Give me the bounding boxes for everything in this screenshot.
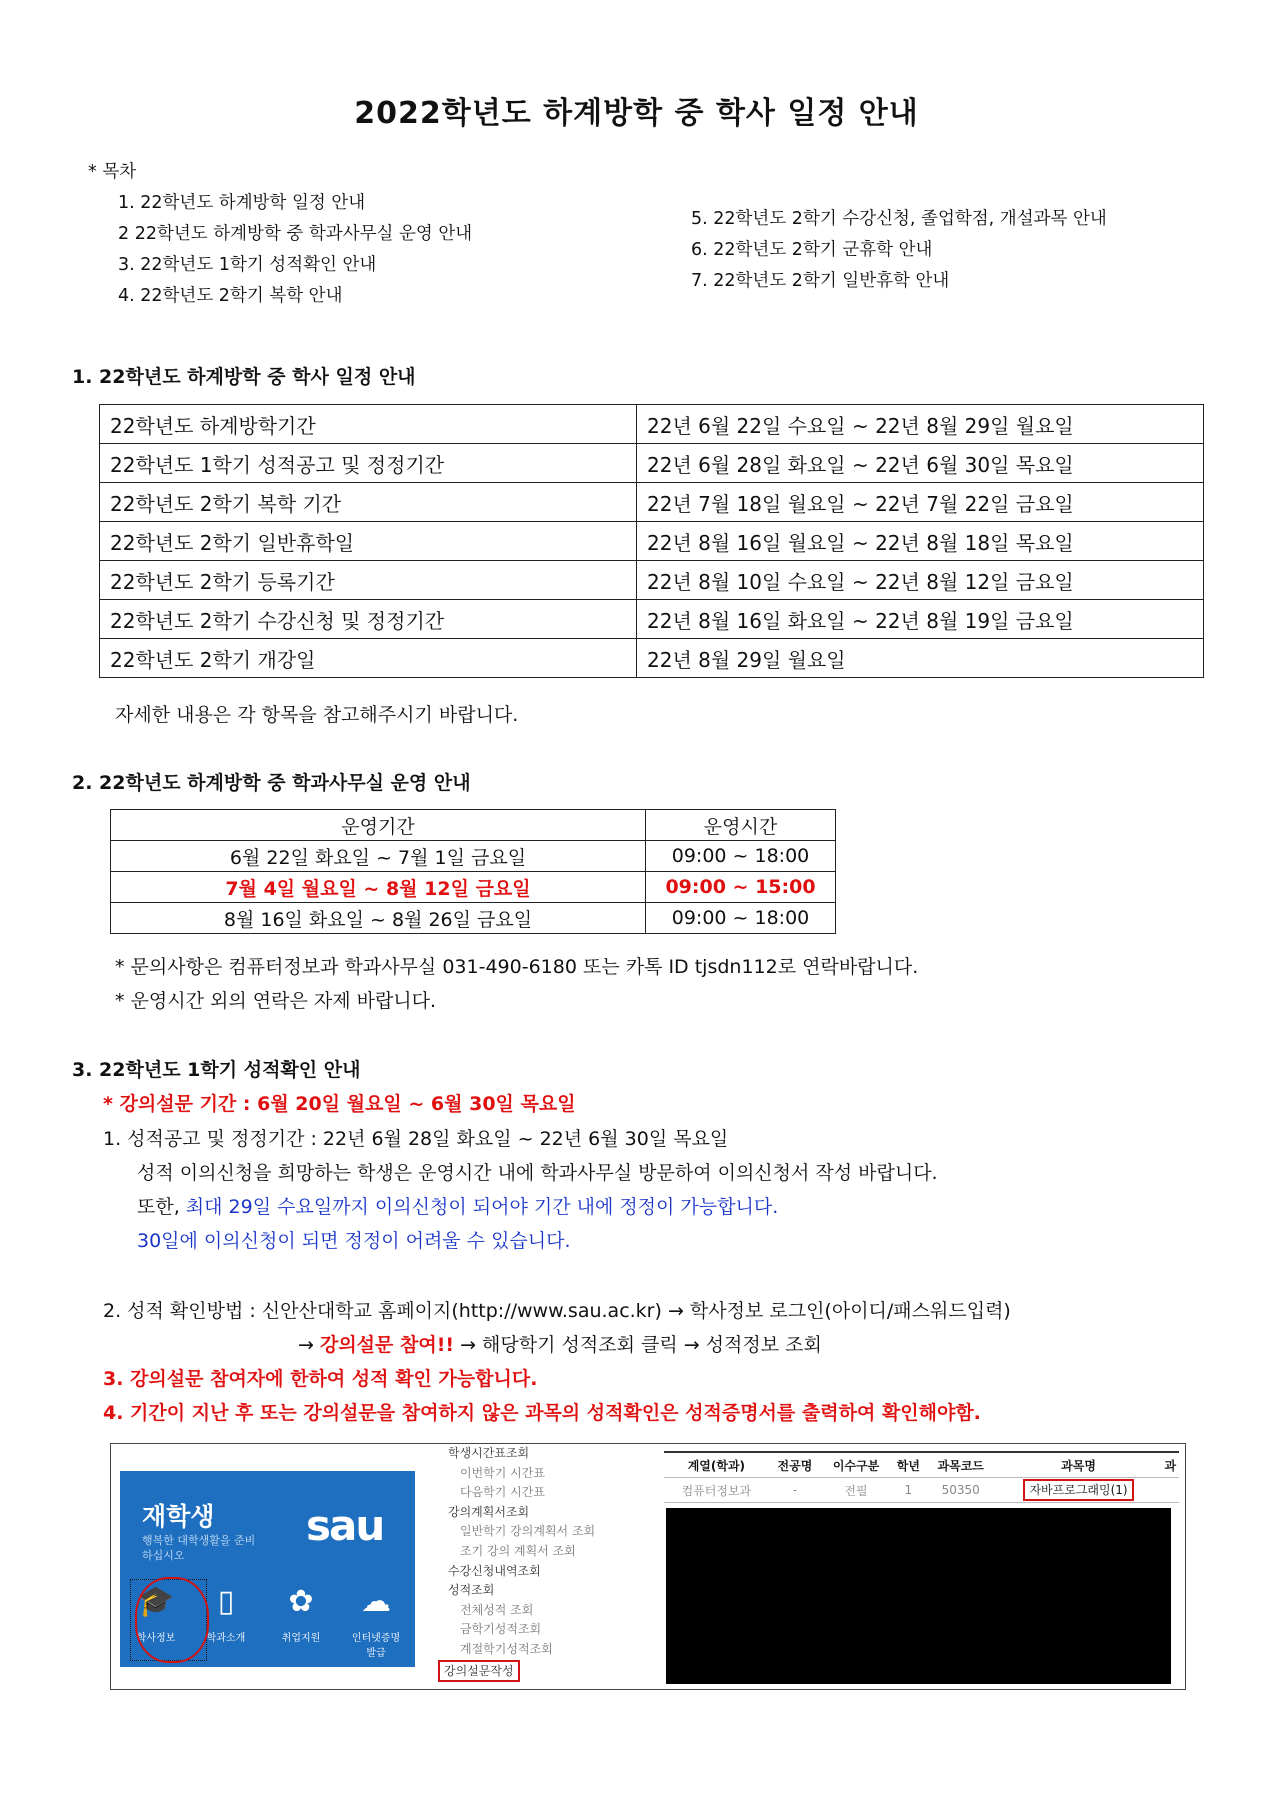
- icon-label: 학과소개: [206, 1633, 246, 1644]
- toc-item: 2 22학년도 하계방학 중 학과사무실 운영 안내: [118, 224, 473, 244]
- table-cell: 22학년도 2학기 복학 기간: [100, 483, 637, 522]
- table-row: [100, 405, 1204, 444]
- table-cell: 22학년도 하계방학기간: [100, 405, 637, 444]
- section-3-heading: 3. 22학년도 1학기 성적확인 안내: [72, 1059, 361, 1081]
- grid-cell: 50350: [926, 1478, 996, 1503]
- graduation-cap-icon: 🎓: [137, 1584, 175, 1619]
- cloud-download-icon: ☁: [361, 1584, 391, 1619]
- table-cell: 7월 4일 월요일 ~ 8월 12일 금요일: [111, 872, 646, 903]
- table-row: [100, 522, 1204, 561]
- menu-item[interactable]: 금학기성적조회: [460, 1622, 542, 1637]
- table-cell: 22년 8월 16일 월요일 ~ 22년 8월 18일 목요일: [637, 522, 1204, 561]
- grade-item-1: 1. 성적공고 및 정정기간 : 22년 6월 28일 화요일 ~ 22년 6월 30일 목요일: [103, 1128, 729, 1150]
- toc-item: 1. 22학년도 하계방학 일정 안내: [118, 193, 366, 213]
- sprout-icon: ✿: [288, 1584, 314, 1619]
- grid-cell[interactable]: [996, 1478, 1162, 1503]
- icon-label: 학사정보: [136, 1633, 176, 1644]
- survey-menu-highlight[interactable]: 강의설문작성: [438, 1660, 520, 1682]
- menu-item[interactable]: 이번학기 시간표: [460, 1465, 545, 1480]
- text-blue: 최대 29일 수요일까지 이의신청이 되어야 기간 내에 정정이 가능합니다.: [185, 1196, 779, 1218]
- page-title: 2022학년도 하계방학 중 학사 일정 안내: [354, 96, 919, 131]
- certificate-button[interactable]: [348, 1583, 404, 1659]
- banner-title: 재학생: [142, 1502, 215, 1531]
- table-cell: 22년 8월 10일 수요일 ~ 22년 8월 12일 금요일: [637, 561, 1204, 600]
- grade-item-1-line: [137, 1192, 778, 1219]
- grid-cell: 전필: [821, 1478, 891, 1503]
- grades-grid: [664, 1451, 1179, 1503]
- grid-header: 학년: [891, 1452, 926, 1478]
- section-1-note: 자세한 내용은 각 항목을 참고해주시기 바랍니다.: [115, 704, 519, 726]
- menu-item[interactable]: 조기 강의 계획서 조회: [460, 1543, 576, 1558]
- text-prefix: 또한,: [137, 1196, 180, 1218]
- grid-cell: [1161, 1478, 1179, 1503]
- sau-logo: sau: [306, 1501, 384, 1550]
- office-hours-table: [110, 809, 836, 934]
- student-banner: [120, 1471, 415, 1667]
- book-icon: ▯: [217, 1584, 235, 1619]
- menu-item[interactable]: 계절학기성적조회: [460, 1641, 553, 1656]
- grid-header: 계열(학과): [664, 1452, 769, 1478]
- table-row: [100, 561, 1204, 600]
- course-name-highlight[interactable]: 자바프로그래밍(1): [1023, 1479, 1133, 1501]
- menu-item[interactable]: 전체성적 조회: [460, 1602, 534, 1617]
- section-1-heading: 1. 22학년도 하계방학 중 학사 일정 안내: [72, 366, 416, 388]
- grid-header: 과목명: [996, 1452, 1162, 1478]
- text: → 해당학기 성적조회 클릭 → 성적정보 조회: [460, 1334, 822, 1356]
- toc-item: 7. 22학년도 2학기 일반휴학 안내: [691, 271, 950, 291]
- table-cell: 6월 22일 화요일 ~ 7월 1일 금요일: [111, 841, 646, 872]
- portal-screenshot: [110, 1443, 1186, 1690]
- grid-cell: 컴퓨터정보과: [664, 1478, 769, 1503]
- grade-item-3: 3. 강의설문 참여자에 한하여 성적 확인 가능합니다.: [103, 1368, 538, 1390]
- toc-item: 3. 22학년도 1학기 성적확인 안내: [118, 255, 377, 275]
- icon-label: 인터넷증명발급: [351, 1633, 401, 1659]
- table-cell: 22년 6월 28일 화요일 ~ 22년 6월 30일 목요일: [637, 444, 1204, 483]
- menu-item[interactable]: 학생시간표조회: [448, 1446, 530, 1460]
- table-cell: 09:00 ~ 15:00: [646, 872, 836, 903]
- table-cell: 22년 6월 22일 수요일 ~ 22년 8월 29일 월요일: [637, 405, 1204, 444]
- table-cell: 22학년도 2학기 일반휴학일: [100, 522, 637, 561]
- table-cell: 22년 8월 29일 월요일: [637, 639, 1204, 678]
- table-row: [100, 639, 1204, 678]
- schedule-table: [99, 404, 1204, 678]
- table-cell: 22학년도 1학기 성적공고 및 정정기간: [100, 444, 637, 483]
- redacted-area: [666, 1508, 1171, 1684]
- toc-item: 5. 22학년도 2학기 수강신청, 졸업학점, 개설과목 안내: [691, 209, 1107, 229]
- table-row: [111, 903, 836, 934]
- table-cell: 22학년도 2학기 개강일: [100, 639, 637, 678]
- menu-item[interactable]: 다음학기 시간표: [460, 1485, 545, 1500]
- survey-period: * 강의설문 기간 : 6월 20일 월요일 ~ 6월 30일 목요일: [103, 1093, 576, 1115]
- grid-cell: 1: [891, 1478, 926, 1503]
- arrow: →: [298, 1334, 314, 1356]
- menu-item[interactable]: 수강신청내역조회: [448, 1563, 541, 1578]
- toc-item: 4. 22학년도 2학기 복학 안내: [118, 286, 343, 306]
- red-circle-annotation: [135, 1577, 209, 1663]
- grid-header-row: [664, 1452, 1179, 1478]
- table-header: 운영시간: [646, 810, 836, 841]
- table-cell: 22학년도 2학기 수강신청 및 정정기간: [100, 600, 637, 639]
- grid-header: 과목코드: [926, 1452, 996, 1478]
- icon-label: 취업지원: [281, 1633, 321, 1644]
- grade-item-2: 2. 성적 확인방법 : 신안산대학교 홈페이지(http://www.sau.ac.kr) → 학사정보 로그인(아이디/패스워드입력): [103, 1300, 1011, 1322]
- table-cell: 22년 8월 16일 화요일 ~ 22년 8월 19일 금요일: [637, 600, 1204, 639]
- grid-cell: -: [769, 1478, 821, 1503]
- table-row: [100, 483, 1204, 522]
- table-cell: 09:00 ~ 18:00: [646, 841, 836, 872]
- grade-item-1-line: 30일에 이의신청이 되면 정정이 어려울 수 있습니다.: [137, 1230, 571, 1252]
- grade-item-2-line: [298, 1330, 822, 1357]
- grade-item-4: 4. 기간이 지난 후 또는 강의설문을 참여하지 않은 과목의 성적확인은 성적증명서를 출력하여 확인해야함.: [103, 1402, 981, 1424]
- grade-item-1-line: 성적 이의신청을 희망하는 학생은 운영시간 내에 학과사무실 방문하여 이의신청서 작성 바랍니다.: [137, 1162, 938, 1184]
- career-support-button[interactable]: [273, 1583, 329, 1644]
- toc-item: 6. 22학년도 2학기 군휴학 안내: [691, 240, 933, 260]
- table-cell: 8월 16일 화요일 ~ 8월 26일 금요일: [111, 903, 646, 934]
- menu-item[interactable]: 일반학기 강의계획서 조회: [460, 1524, 596, 1539]
- table-cell: 09:00 ~ 18:00: [646, 903, 836, 934]
- section-2-note: * 운영시간 외의 연락은 자제 바랍니다.: [115, 990, 437, 1012]
- toc-heading: * 목차: [88, 162, 137, 182]
- menu-item[interactable]: 성적조회: [448, 1583, 495, 1598]
- grid-row[interactable]: [664, 1478, 1179, 1503]
- table-cell: 22학년도 2학기 등록기간: [100, 561, 637, 600]
- table-header: 운영기간: [111, 810, 646, 841]
- table-row: [100, 444, 1204, 483]
- table-row-highlight: [111, 872, 836, 903]
- section-2-note: * 문의사항은 컴퓨터정보과 학과사무실 031-490-6180 또는 카톡 ID tjsdn112로 연락바랍니다.: [115, 956, 919, 978]
- table-cell: 22년 7월 18일 월요일 ~ 22년 7월 22일 금요일: [637, 483, 1204, 522]
- table-row: [100, 600, 1204, 639]
- table-header-row: [111, 810, 836, 841]
- grid-header: 이수구분: [821, 1452, 891, 1478]
- menu-item[interactable]: 강의계획서조회: [448, 1504, 530, 1519]
- grid-header: 전공명: [769, 1452, 821, 1478]
- grid-header: 과: [1161, 1452, 1179, 1478]
- banner-subtitle: 행복한 대학생활을 준비하십시오: [142, 1534, 256, 1562]
- section-2-heading: 2. 22학년도 하계방학 중 학과사무실 운영 안내: [72, 772, 471, 794]
- table-row: [111, 841, 836, 872]
- survey-participate: 강의설문 참여!!: [319, 1334, 455, 1356]
